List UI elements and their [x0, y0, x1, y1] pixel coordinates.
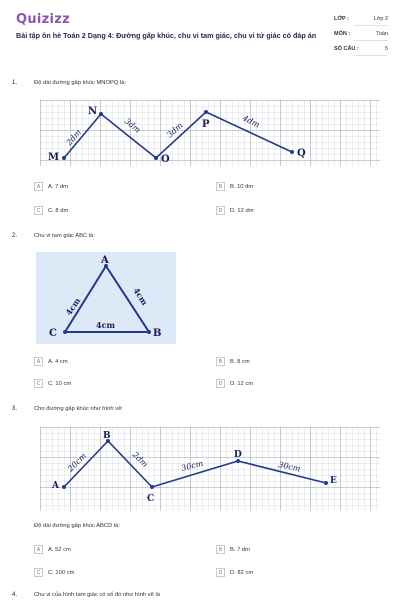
q2-option-a-text: A. 4 cm: [48, 358, 68, 365]
q2-option-d[interactable]: [216, 379, 253, 388]
q1-point-p: P: [202, 119, 210, 130]
q1-segment-mn: 2dm: [64, 127, 83, 148]
question-4-text: Chu vi của hình tam giác có số đo như hình vẽ là: [34, 592, 161, 598]
q2-side-ac: 4cm: [63, 295, 83, 318]
meta-count-value: 5: [384, 46, 388, 52]
q1-point-m: M: [48, 152, 60, 163]
q3-option-d-text: D. 82 cm: [230, 569, 254, 576]
q3-option-b-letter: B: [216, 545, 225, 554]
meta-count-key: SỐ CÂU :: [334, 46, 359, 52]
q1-point-q: Q: [297, 148, 306, 159]
q3-segment-ab: 20cm: [66, 451, 89, 474]
q3-point-c: C: [147, 494, 155, 504]
question-2-text: Chu vi tam giác ABC là:: [34, 233, 95, 239]
worksheet-title: Bài tập ôn hè Toán 2 Dạng 4: Đường gấp khúc, chu vi tam giác, chu vi tứ giác có đáp án: [16, 31, 317, 40]
q2-point-b: B: [153, 328, 162, 339]
q3-option-d[interactable]: [216, 568, 253, 577]
q2-option-c[interactable]: [34, 379, 71, 388]
question-1-number: 1.: [12, 80, 18, 86]
q1-segment-pq: 4dm: [241, 113, 262, 130]
question-3-number: 3.: [12, 406, 18, 412]
q3-option-b-text: B. 7 dm: [230, 546, 250, 553]
q3-option-b[interactable]: [216, 545, 250, 554]
question-1-text: Độ dài đường gấp khúc MNOPQ là:: [34, 80, 127, 86]
q1-option-c-letter: C: [34, 206, 43, 215]
q2-option-d-letter: D: [216, 379, 225, 388]
q2-option-c-letter: C: [34, 379, 43, 388]
q1-point-o: O: [161, 154, 170, 165]
q2-option-b-text: B. 8 cm: [230, 358, 250, 365]
meta-subject-key: MÔN :: [334, 31, 351, 37]
meta-grade-value: Lớp 2: [373, 16, 388, 22]
q1-option-c-text: C. 8 dm: [48, 207, 69, 214]
q3-option-a-letter: A: [34, 545, 43, 554]
question-3-subtext: Độ dài đường gấp khúc ABCD là:: [34, 523, 120, 529]
q2-option-a[interactable]: [34, 357, 68, 366]
question-1-figure: [40, 100, 380, 166]
quizizz-logo: Quizizz: [16, 12, 71, 27]
q3-point-d: D: [234, 450, 242, 460]
q3-option-a-text: A. 52 cm: [48, 546, 71, 553]
meta-grade-key: LỚP :: [334, 16, 349, 22]
q1-option-a-letter: A: [34, 182, 43, 191]
question-4-number: 4.: [12, 592, 18, 598]
q1-segment-op: 3dm: [165, 120, 185, 140]
question-2-number: 2.: [12, 233, 18, 239]
q2-option-d-text: D. 12 cm: [230, 380, 254, 387]
q1-segment-no: 3dm: [122, 116, 143, 135]
q1-option-d[interactable]: [216, 206, 254, 215]
q1-option-c[interactable]: [34, 206, 68, 215]
question-3-text: Cho đường gấp khúc như hình vẽ:: [34, 406, 123, 412]
q3-option-c[interactable]: [34, 568, 74, 577]
q3-option-d-letter: D: [216, 568, 225, 577]
q3-point-b: B: [103, 431, 111, 441]
q2-side-cb: 4cm: [96, 320, 115, 330]
q1-option-b[interactable]: [216, 182, 253, 191]
q2-side-ab: 4cm: [131, 285, 151, 307]
q2-option-b-letter: B: [216, 357, 225, 366]
q3-option-c-text: C. 100 cm: [48, 569, 75, 576]
q1-option-b-letter: B: [216, 182, 225, 191]
q2-point-c: C: [49, 328, 57, 339]
q1-option-d-letter: D: [216, 206, 225, 215]
q3-option-c-letter: C: [34, 568, 43, 577]
q2-option-a-letter: A: [34, 357, 43, 366]
q3-point-e: E: [330, 476, 337, 486]
q1-point-n: N: [88, 106, 98, 117]
q3-point-a: A: [52, 481, 59, 491]
q2-point-a: A: [101, 255, 109, 266]
q3-segment-de: 30cm: [277, 460, 302, 474]
question-2-figure: [36, 252, 176, 344]
q1-option-a[interactable]: [34, 182, 68, 191]
q3-segment-bc: 2dm: [130, 450, 150, 469]
q3-option-a[interactable]: [34, 545, 71, 554]
meta-subject-value: Toán: [376, 31, 388, 37]
q3-segment-cd: 30cm: [180, 458, 205, 473]
q1-option-b-text: B. 10 dm: [230, 183, 254, 190]
q1-option-d-text: D. 12 dm: [230, 207, 254, 214]
q1-option-a-text: A. 7 dm: [48, 183, 68, 190]
q2-option-b[interactable]: [216, 357, 250, 366]
q2-option-c-text: C. 10 cm: [48, 380, 72, 387]
question-3-figure: [40, 427, 380, 511]
